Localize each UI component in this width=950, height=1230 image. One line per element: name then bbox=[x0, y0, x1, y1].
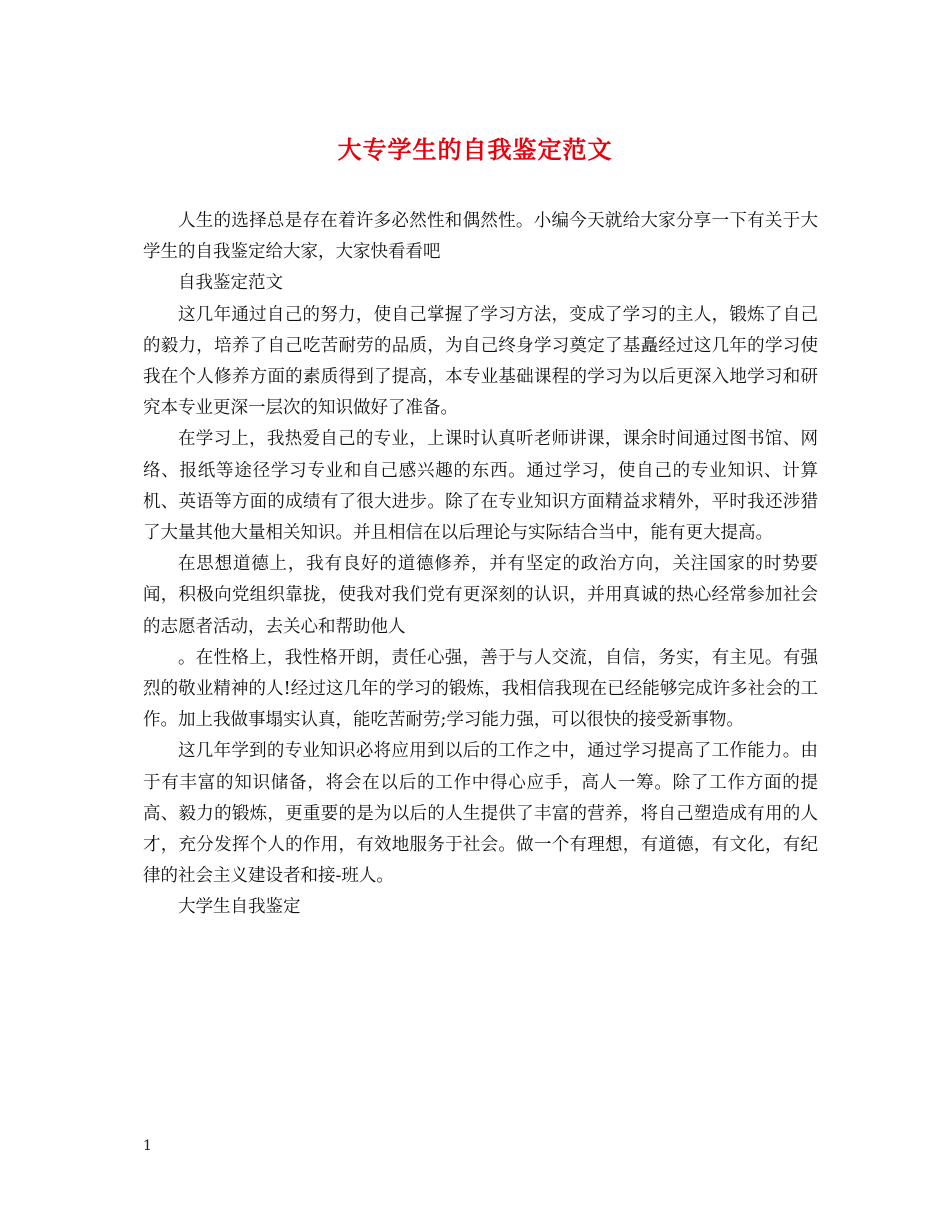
paragraph-study: 在学习上，我热爱自己的专业，上课时认真听老师讲课，课余时间通过图书馆、网络、报纸等途径学习专业和自己感兴趣的东西。通过学习，使自己的专业知识、计算机、英语等方面的成绩有了很大进步。除了在专业知识方面精益求精外，平时我还涉猎了大量其他大量相关知识。并且相信在以后理论与实际结合当中，能有更大提高。 bbox=[143, 429, 818, 544]
document-title: 大专学生的自我鉴定范文 bbox=[337, 135, 613, 164]
document-body bbox=[143, 206, 818, 924]
paragraph-future: 这几年学到的专业知识必将应用到以后的工作之中，通过学习提高了工作能力。由于有丰富的知识储备，将会在以后的工作中得心应手，高人一筹。除了工作方面的提高、毅力的锻炼，更重要的是为以后的人生提供了丰富的营养，将自己塑造成有用的人才，充分发挥个人的作用，有效地服务于社会。做一个有理想，有道德，有文化，有纪律的社会主义建设者和接-班人。 bbox=[143, 741, 818, 887]
paragraph-study-method: 这几年通过自己的努力，使自己掌握了学习方法，变成了学习的主人，锻炼了自己的毅力，培养了自己吃苦耐劳的品质，为自己终身学习奠定了基矗经过这几年的学习使我在个人修养方面的素质得到了提高，本专业基础课程的学习为以后更深入地学习和研究本专业更深一层次的知识做好了准备。 bbox=[143, 304, 818, 419]
paragraph-morality: 在思想道德上，我有良好的道德修养，并有坚定的政治方向，关注国家的时势要闻，积极向党组织靠拢，使我对我们党有更深刻的认识，并用真诚的热心经常参加社会的志愿者活动，去关心和帮助他人 bbox=[143, 554, 818, 637]
section-heading-self-appraisal: 大学生自我鉴定 bbox=[178, 897, 301, 918]
section-heading-sample: 自我鉴定范文 bbox=[178, 273, 283, 294]
page-number: 1 bbox=[143, 1138, 152, 1154]
paragraph-personality: 。在性格上，我性格开朗，责任心强，善于与人交流，自信，务实，有主见。有强烈的敬业精神的人!经过这几年的学习的锻炼，我相信我现在已经能够完成许多社会的工作。加上我做事塌实认真，能吃苦耐劳;学习能力强，可以很快的接受新事物。 bbox=[143, 647, 818, 731]
paragraph-intro: 人生的选择总是存在着许多必然性和偶然性。小编今天就给大家分享一下有关于大学生的自我鉴定给大家，大家快看看吧 bbox=[143, 211, 818, 263]
